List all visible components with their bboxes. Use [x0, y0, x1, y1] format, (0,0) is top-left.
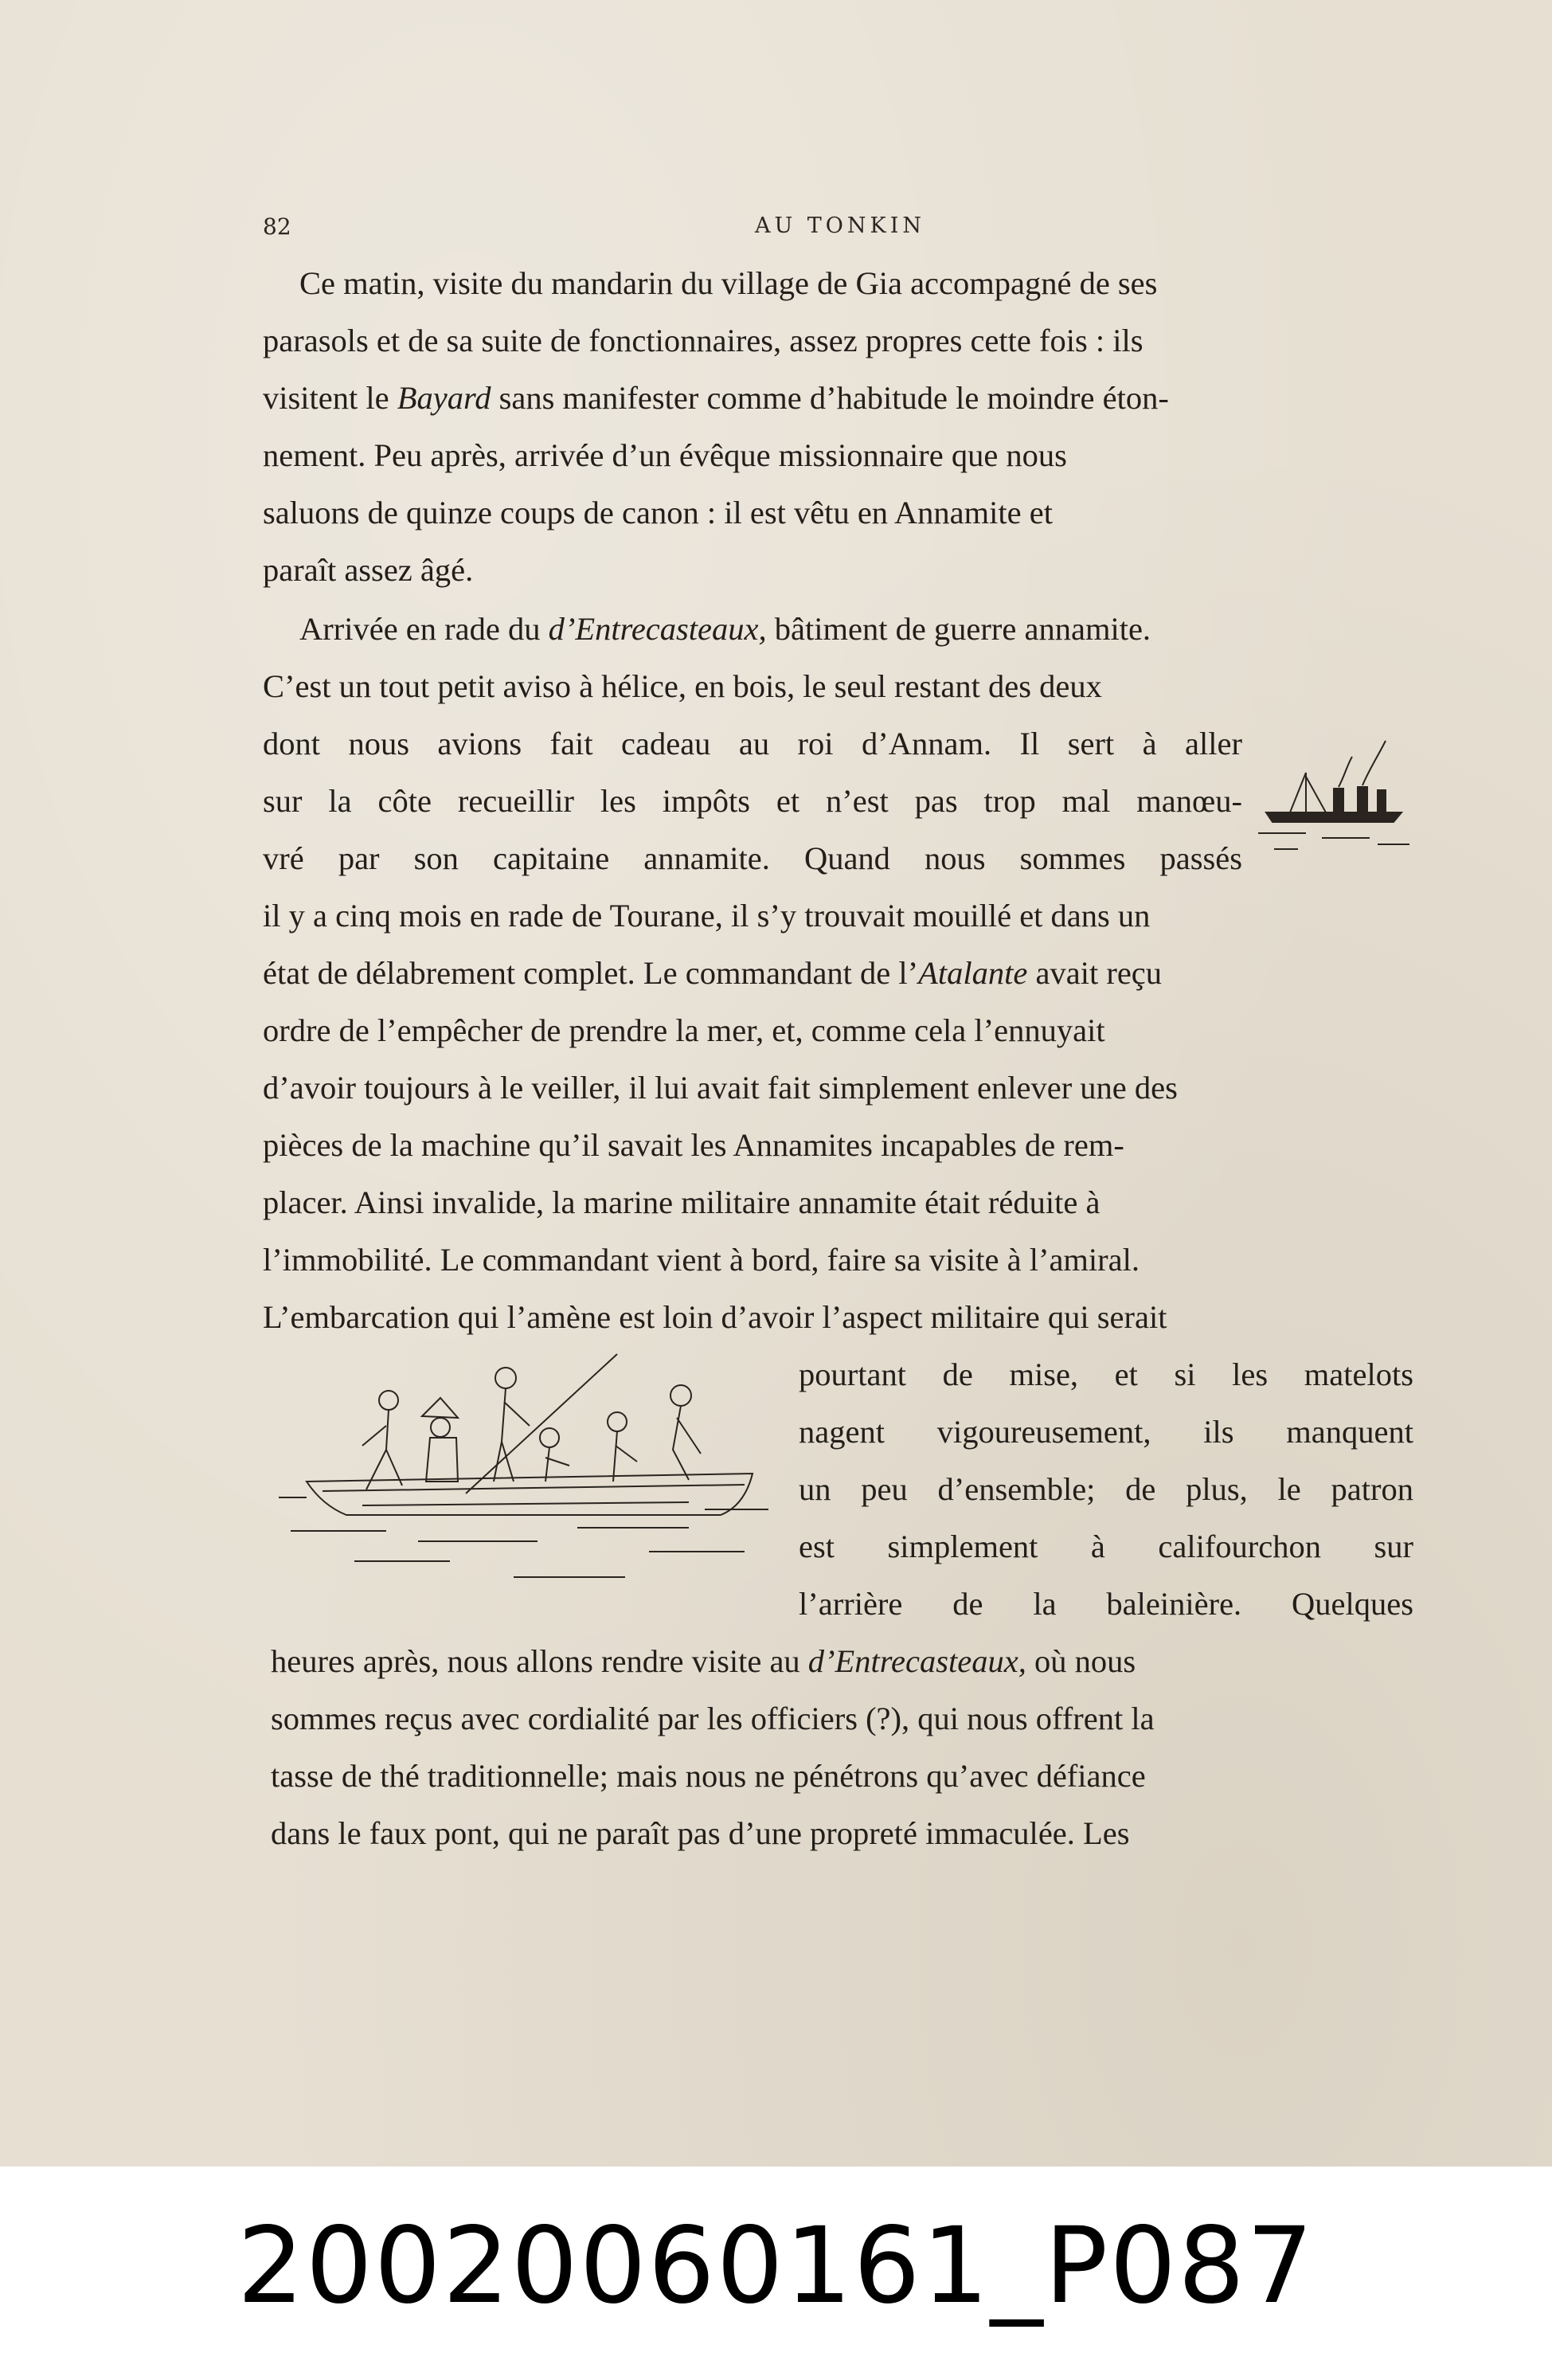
text-line: ordre de l’empêcher de prendre la mer, et, comme cela l’ennuyait [263, 1012, 1105, 1048]
text-line: il y a cinq mois en rade de Tourane, il s’y trouvait mouillé et dans un [263, 898, 1151, 934]
text-line: saluons de quinze coups de canon : il est vêtu en Annamite et [263, 495, 1053, 530]
text-line: L’embarcation qui l’amène est loin d’avoir l’aspect militaire qui serait [263, 1299, 1167, 1335]
text-line: placer. Ainsi invalide, la marine militaire annamite était réduite à [263, 1184, 1100, 1220]
running-head [263, 213, 1417, 245]
text-line: sommes reçus avec cordialité par les officiers (?), qui nous offrent la [271, 1701, 1155, 1736]
ship-name: d’Entrecasteaux, [548, 611, 767, 647]
running-title: AU TONKIN [754, 213, 926, 238]
text-line: dans le faux pont, qui ne paraît pas d’une propreté immaculée. Les [271, 1815, 1130, 1851]
text-line: C’est un tout petit aviso à hélice, en bois, le seul restant des deux [263, 668, 1102, 704]
text-line: dont nous avions fait cadeau au roi d’Annam. Il sert à aller [263, 726, 1242, 761]
text-line: est simplement à califourchon sur [799, 1529, 1413, 1564]
catalog-id-label: 20020060161_P087 [237, 2205, 1315, 2327]
text-line: nement. Peu après, arrivée d’un évêque missionnaire que nous [263, 437, 1067, 473]
text-line: d’avoir toujours à le veiller, il lui avait fait simplement enlever une des [263, 1070, 1178, 1106]
text-line: paraît assez âgé. [263, 552, 474, 588]
text-line: pourtant de mise, et si les matelots [799, 1356, 1413, 1392]
boat-illustration [275, 1346, 772, 1601]
text-line: Ce matin, visite du mandarin du village de Gia accompagné de ses [299, 265, 1158, 301]
text-line: l’immobilité. Le commandant vient à bord, faire sa visite à l’amiral. [263, 1242, 1140, 1278]
page-number: 82 [263, 213, 291, 240]
text-line: vré par son capitaine annamite. Quand nous sommes passés [263, 840, 1242, 876]
ship-name: d’Entrecasteaux, [807, 1643, 1026, 1679]
text-line: pièces de la machine qu’il savait les Annamites incapables de rem- [263, 1127, 1124, 1163]
text-line: l’arrière de la baleinière. Quelques [799, 1586, 1413, 1622]
text-line: Arrivée en rade du d’Entrecasteaux, bâtiment de guerre annamite. [299, 611, 1151, 647]
text-line: un peu d’ensemble; de plus, le patron [799, 1471, 1413, 1507]
text-line: nagent vigoureusement, ils manquent [799, 1414, 1413, 1450]
text-line: visitent le Bayard sans manifester comme d’habitude le moindre éton- [263, 380, 1169, 416]
text-line: heures après, nous allons rendre visite au d’Entrecasteaux, où nous [271, 1643, 1136, 1679]
ship-name: Atalante [918, 955, 1028, 991]
ship-name: Bayard [397, 380, 491, 416]
text-line: parasols et de sa suite de fonctionnaires, assez propres cette fois : ils [263, 323, 1143, 358]
text-line: état de délabrement complet. Le commandant de l’Atalante avait reçu [263, 955, 1163, 991]
text-line: tasse de thé traditionnelle; mais nous ne pénétrons qu’avec défiance [271, 1758, 1146, 1794]
steamer-illustration [1258, 733, 1413, 868]
text-line: sur la côte recueillir les impôts et n’est pas trop mal manœu- [263, 783, 1242, 819]
